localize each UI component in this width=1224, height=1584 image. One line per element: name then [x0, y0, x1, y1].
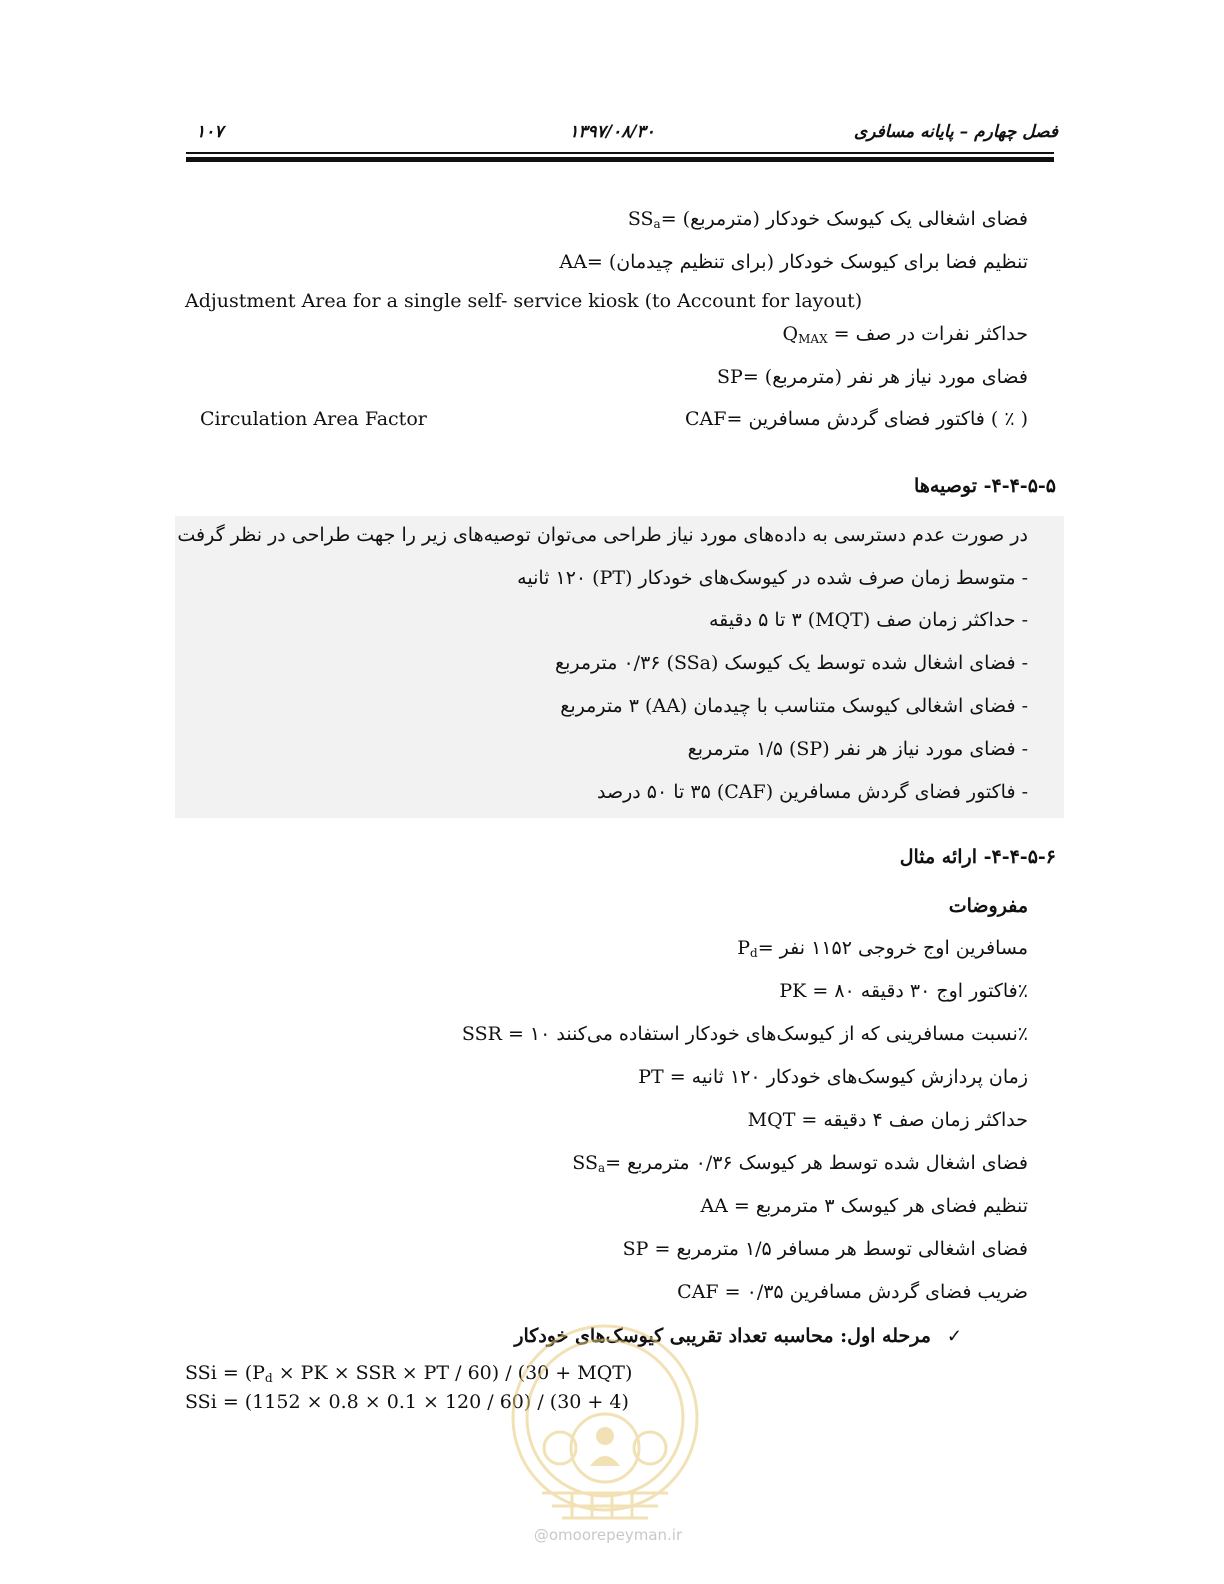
- formula-part: SSi = (P: [185, 1362, 265, 1384]
- assumption-symbol: P: [737, 937, 751, 959]
- recommendation-item: - فضای اشغال شده توسط یک کیوسک (SSa) ۰/۳۶ مترمربع: [554, 652, 1028, 674]
- assumption-item: [748, 1109, 1028, 1131]
- recommendation-item: - فاکتور فضای گردش مسافرین (CAF) ۳۵ تا ۵۰ درصد: [596, 781, 1028, 803]
- definition-caf: [685, 408, 1028, 430]
- definition-caf-english: Circulation Area Factor: [200, 408, 427, 430]
- assumption-item: [677, 1281, 1028, 1303]
- watermark-logo-icon: [502, 1318, 708, 1534]
- assumption-text: = زمان پردازش کیوسک‌های خودکار ۱۲۰ ثانیه: [663, 1066, 1028, 1088]
- assumption-subscript: d: [750, 946, 758, 960]
- recommendation-item: - حداکثر زمان صف (MQT) ۳ تا ۵ دقیقه: [708, 609, 1028, 631]
- assumption-subscript: a: [597, 1161, 606, 1175]
- def-subscript: a: [653, 217, 661, 231]
- assumption-item: [462, 1023, 1028, 1045]
- assumption-symbol: PK: [779, 980, 807, 1002]
- assumption-symbol: SSR: [461, 1023, 502, 1045]
- checkmark-icon: ✓: [946, 1326, 962, 1347]
- def-text: = حداکثر نفرات در صف: [827, 323, 1028, 345]
- assumption-item: [700, 1195, 1028, 1217]
- assumption-item: [779, 980, 1028, 1002]
- def-symbol: CAF: [685, 408, 727, 430]
- assumption-symbol: SS: [572, 1152, 598, 1174]
- recommendation-item: - فضای اشغالی کیوسک متناسب با چیدمان (AA) ۳ مترمربع: [560, 695, 1028, 717]
- header-date: ۱۳۹۷/۰۸/۳۰: [569, 122, 655, 142]
- assumption-symbol: PT: [638, 1066, 664, 1088]
- def-symbol: SS: [627, 208, 654, 230]
- assumption-item: [638, 1066, 1028, 1088]
- definition-qmax: [783, 323, 1028, 345]
- assumption-symbol: CAF: [677, 1281, 719, 1303]
- definition-sp: [717, 366, 1028, 388]
- step1-text: مرحله اول: محاسبه تعداد تقریبی کیوسک‌های خودکار: [514, 1325, 931, 1347]
- def-symbol: Q: [782, 323, 799, 345]
- definition-aa: [559, 251, 1028, 273]
- header-rule-thick: [186, 157, 1054, 162]
- assumption-text: = مسافرین اوج خروجی ۱۱۵۲ نفر: [757, 937, 1028, 959]
- section-title-example: ۴-۴-۵-۶- ارائه مثال: [899, 846, 1056, 868]
- formula-part: × PK × SSR × PT / 60) / (30 + MQT): [272, 1362, 633, 1384]
- assumptions-title: مفروضات: [948, 895, 1028, 917]
- definition-aa-english: Adjustment Area for a single self- service kiosk (to Account for layout): [185, 290, 863, 312]
- def-symbol: SP: [717, 366, 743, 388]
- definition-ssa: [628, 208, 1028, 230]
- def-text: = فاکتور فضای گردش مسافرین ( ٪ ): [726, 408, 1028, 430]
- assumption-text: = تنظیم فضای هر کیوسک ۳ مترمربع: [727, 1195, 1028, 1217]
- formula-subscript: d: [264, 1371, 273, 1385]
- assumption-symbol: AA: [700, 1195, 728, 1217]
- assumption-text: = فضای اشغالی توسط هر مسافر ۱/۵ مترمربع: [648, 1238, 1028, 1260]
- assumption-text: = حداکثر زمان صف ۴ دقیقه: [795, 1109, 1028, 1131]
- assumption-text: = فضای اشغال شده توسط هر کیوسک ۰/۳۶ مترمربع: [605, 1152, 1028, 1174]
- assumption-symbol: SP: [622, 1238, 649, 1260]
- formula-2: SSi = (1152 × 0.8 × 0.1 × 120 / 60) / (30 + 4): [185, 1391, 629, 1413]
- watermark-url: @omoorepeyman.ir: [533, 1526, 683, 1544]
- def-text: = فضای اشغالی یک کیوسک خودکار (مترمربع): [660, 208, 1028, 230]
- recommendation-item: - فضای مورد نیاز هر نفر (SP) ۱/۵ مترمربع: [687, 738, 1028, 760]
- def-subscript: MAX: [798, 332, 828, 346]
- def-text: = فضای مورد نیاز هر نفر (مترمربع): [742, 366, 1028, 388]
- assumption-item: [572, 1152, 1028, 1174]
- section-title-recommendations: ۴-۴-۵-۵- توصیه‌ها: [914, 475, 1056, 497]
- header-chapter-title: فصل چهارم – پایانه مسافری: [853, 122, 1058, 142]
- assumption-text: = نسبت مسافرینی که از کیوسک‌های خودکار استفاده می‌کنند ۱۰٪: [501, 1023, 1028, 1045]
- assumption-text: = فاکتور اوج ۳۰ دقیقه ۸۰٪: [806, 980, 1028, 1002]
- def-symbol: AA: [559, 251, 587, 273]
- assumption-item: [623, 1238, 1028, 1260]
- assumption-item: [737, 937, 1028, 959]
- header-page-number: ۱۰۷: [196, 122, 224, 142]
- assumption-text: = ضریب فضای گردش مسافرین ۰/۳۵: [718, 1281, 1028, 1303]
- assumption-symbol: MQT: [747, 1109, 796, 1131]
- recommendation-item: - متوسط زمان صرف شده در کیوسک‌های خودکار (PT) ۱۲۰ ثانیه: [517, 567, 1028, 589]
- header-rule-thin: [186, 152, 1054, 154]
- def-text: = تنظیم فضا برای کیوسک خودکار (برای تنظیم چیدمان): [586, 251, 1028, 273]
- recommendations-intro: در صورت عدم دسترسی به داده‌های مورد نیاز طراحی می‌توان توصیه‌های زیر را جهت طراحی در نظر گرفت: [177, 524, 1028, 546]
